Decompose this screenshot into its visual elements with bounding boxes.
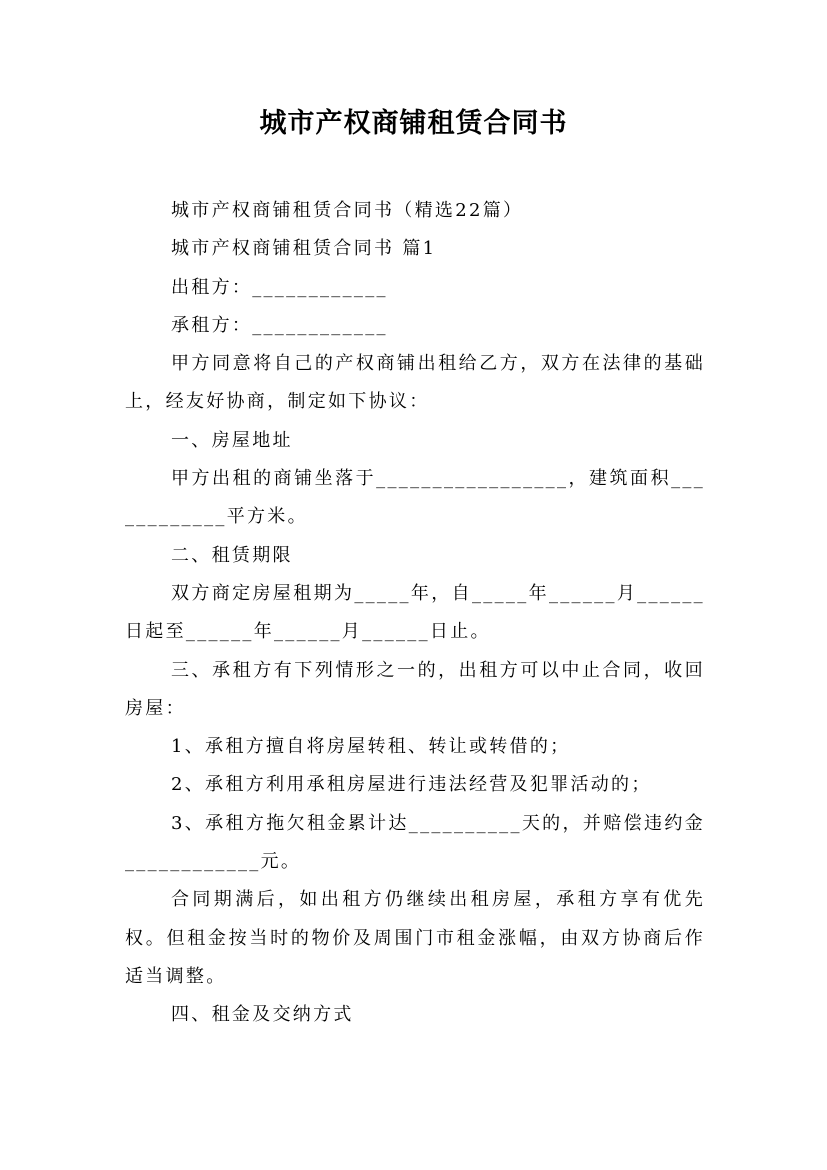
paragraph-clause-1-heading: 一、房屋地址: [171, 429, 293, 451]
paragraph-clause-2-heading: 二、租赁期限: [171, 544, 293, 566]
paragraph-clause-2-text: 双方商定房屋租期为_____年，自_____年______月______日起至______年______月______日止。: [125, 582, 705, 643]
paragraph-lessee: 承租方：____________: [171, 314, 388, 336]
paragraph-clause-3-heading: 三、承租方有下列情形之一的，出租方可以中止合同，收回房屋：: [125, 659, 705, 719]
paragraph-clause-3-item-2: 2、承租方利用承租房屋进行违法经营及犯罪活动的；: [171, 774, 652, 796]
document-title: 城市产权商铺租赁合同书: [259, 108, 568, 139]
paragraph-agreement: 甲方同意将自己的产权商铺出租给乙方，双方在法律的基础上，经友好协商，制定如下协议：: [125, 353, 705, 413]
paragraph-clause-3-item-1: 1、承租方擅自将房屋转租、转让或转借的；: [171, 736, 571, 758]
paragraph-clause-1-text: 甲方出租的商铺坐落于_________________，建筑面积____________平方米。: [125, 468, 705, 528]
paragraph-clause-3-item-3: 3、承租方拖欠租金累计达__________天的，并赔偿违约金____________元。: [125, 812, 705, 873]
paragraph-clause-4-heading: 四、租金及交纳方式: [171, 1004, 354, 1026]
paragraph-lessor: 出租方：____________: [171, 276, 388, 298]
document-body: [125, 192, 705, 1035]
paragraph-section-heading: 城市产权商铺租赁合同书 篇1: [171, 238, 437, 260]
paragraph-renewal: 合同期满后，如出租方仍继续出租房屋，承租方享有优先权。但租金按当时的物价及周围门市租金涨幅，由双方协商后作适当调整。: [125, 889, 705, 987]
paragraph-intro-title: 城市产权商铺租赁合同书（精选22篇）: [171, 200, 524, 221]
